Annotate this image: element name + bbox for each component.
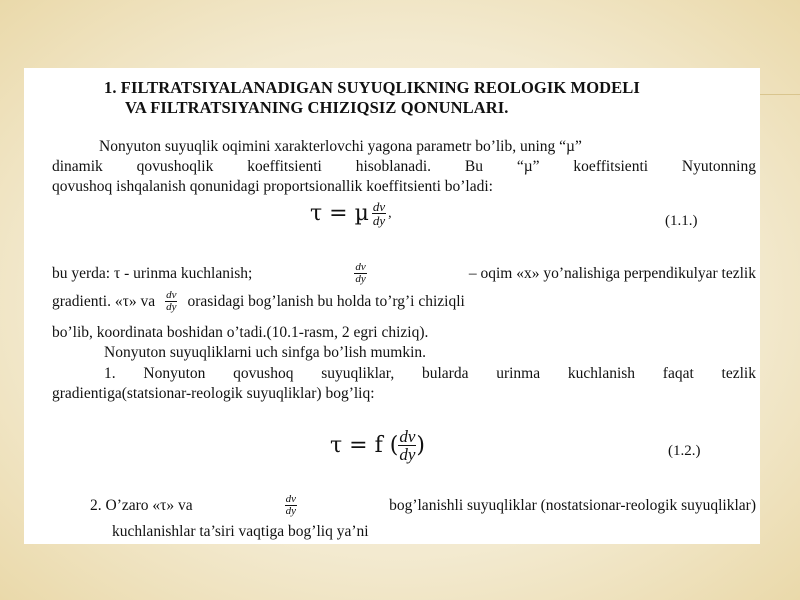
equation-1-comma: ,	[388, 205, 392, 221]
item2-line-1	[90, 494, 756, 517]
equation-2-fraction	[398, 428, 416, 463]
fraction-num: dv	[355, 261, 366, 273]
dv-dy-fraction	[285, 494, 297, 517]
fraction-num: dv	[285, 493, 297, 505]
paragraph1-line-2: dinamik qovushoqlik koeffitsienti hisoblanadi. Bu “µ” koeffitsienti Nyutonning	[52, 158, 756, 175]
explanation-line-1-b: – oqim «x» yo’nalishiga perpendikulyar tezlik	[468, 264, 756, 282]
equation-1-number: (1.1.)	[665, 213, 698, 229]
explanation-line-2-a: gradienti. «τ» va	[52, 292, 156, 310]
equation-1-num: dv	[372, 199, 386, 214]
item1-line-2: gradientiga(statsionar-reologik suyuqliklar) bog’liq:	[52, 385, 375, 402]
explanation-line-1-a: bu yerda: τ - urinma kuchlanish;	[52, 264, 253, 282]
item2-line-2: kuchlanishlar ta’siri vaqtiga bog’liq ya’ni	[112, 523, 369, 540]
item2-line-1-b: bog’lanishli suyuqliklar (nostatsionar-reologik suyuqliklar)	[389, 496, 756, 514]
equation-1	[310, 200, 392, 227]
equation-2-number: (1.2.)	[668, 443, 701, 459]
fraction-num: dv	[166, 289, 177, 301]
explanation-line-3: bo’lib, koordinata boshidan o’tadi.(10.1-rasm, 2 egri chiziq).	[52, 324, 429, 341]
fraction-den: dy	[285, 505, 297, 517]
dv-dy-fraction	[354, 262, 366, 285]
explanation-line-2-b: orasidagi bog’lanish bu holda to’rg’i chiziqli	[187, 292, 465, 310]
equation-2-num: dv	[399, 427, 416, 446]
paragraph1-line-1: Nonyuton suyuqlik oqimini xarakterlovchi yagona parametr bo’lib, uning “µ”	[99, 138, 582, 155]
title-line-2: VA FILTRATSIYANING CHIZIQSIZ QONUNLARI.	[125, 98, 509, 117]
paragraph1-line-3: qovushoq ishqalanish qonunidagi proportsionallik koeffitsienti bo’ladi:	[52, 178, 493, 195]
slide-content	[24, 68, 760, 544]
types-intro: Nonyuton suyuqliklarni uch sinfga bo’lish mumkin.	[104, 344, 427, 361]
equation-1-lhs: τ = µ	[310, 201, 369, 226]
title-line-1: 1. FILTRATSIYALANADIGAN SUYUQLIKNING REOLOGIK MODELI	[104, 78, 640, 97]
decorative-line	[760, 94, 800, 95]
equation-1-den: dy	[372, 213, 386, 228]
equation-1-fraction	[372, 200, 386, 227]
equation-2-rhs: )	[416, 433, 425, 458]
item1-line-1: 1. Nonyuton qovushoq suyuqliklar, bularda urinma kuchlanish faqat tezlik	[104, 365, 756, 382]
explanation-line-2	[52, 290, 465, 313]
dv-dy-fraction	[165, 290, 177, 313]
explanation-line-1	[52, 262, 756, 285]
equation-2-lhs: τ = f (	[330, 433, 399, 458]
equation-2-den: dy	[399, 445, 416, 464]
item2-line-1-a: 2. O’zaro «τ» va	[90, 496, 193, 514]
fraction-den: dy	[355, 273, 366, 285]
equation-2	[330, 428, 425, 463]
fraction-den: dy	[166, 301, 177, 313]
